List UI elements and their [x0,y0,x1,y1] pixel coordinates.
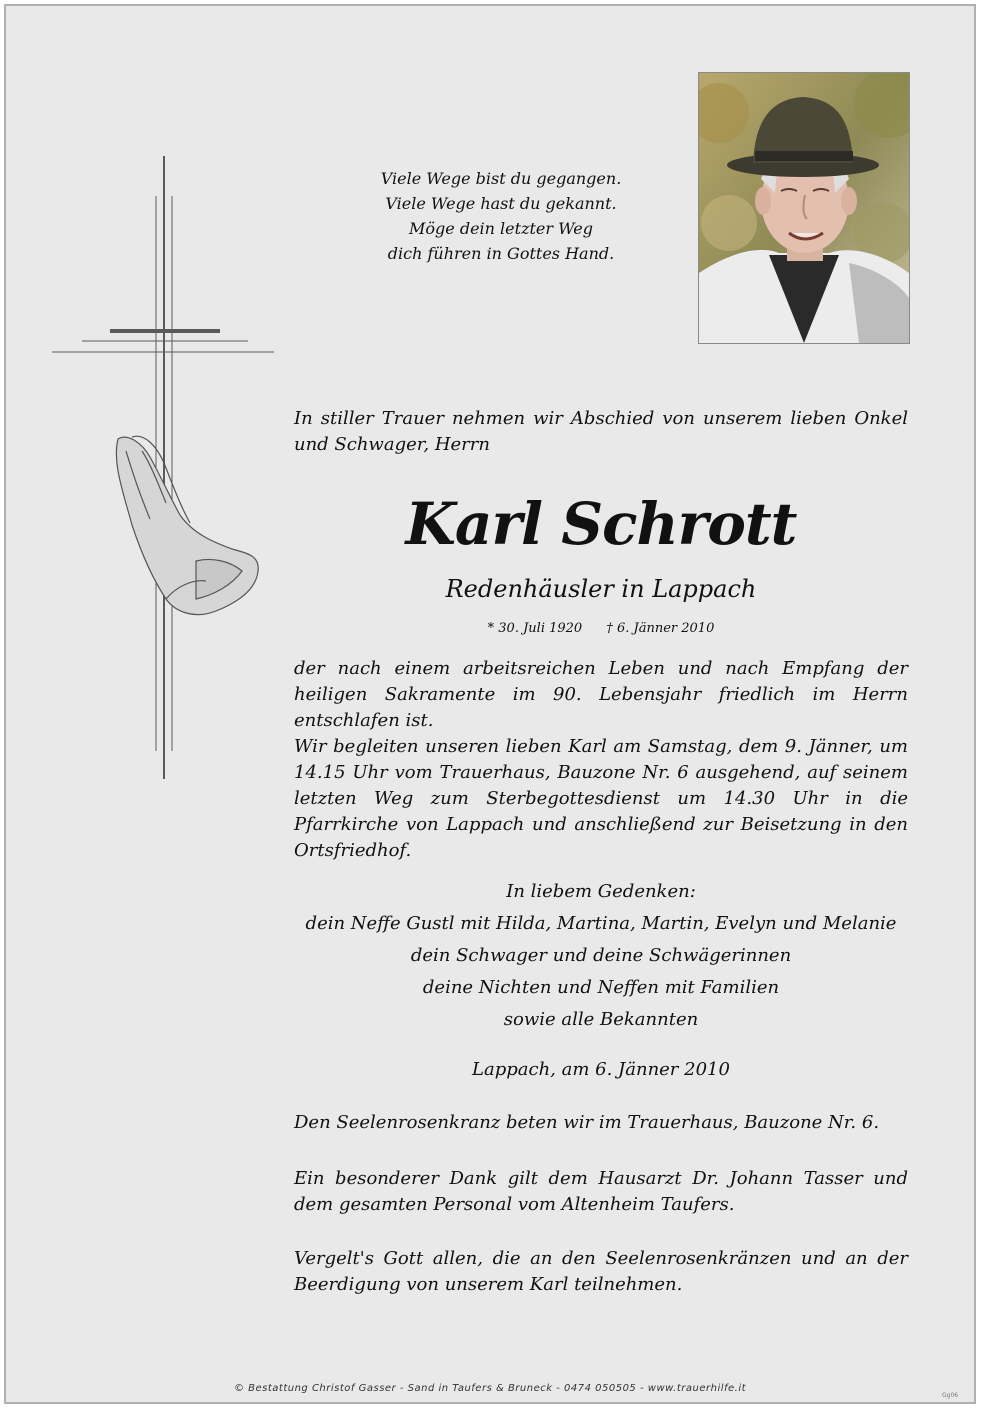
mourner-line: dein Schwager und deine Schwägerinnen [410,945,792,966]
footer-credit: © Bestattung Christof Gasser - Sand in Taufers & Bruneck - 0474 050505 - www.trauerhilfe.it [233,1383,747,1394]
portrait-photo [698,72,910,344]
rosary-text: Den Seelenrosenkranz beten wir im Trauerhaus, Bauzone Nr. 6. [294,1112,880,1133]
poem-line: Viele Wege bist du gegangen. [380,169,622,188]
deceased-name: Karl Schrott [405,490,797,558]
death-date: † 6. Jänner 2010 [606,621,715,636]
cross-icon [46,151,276,786]
life-dates [294,619,908,639]
mourners-heading: In liebem Gedenken: [506,881,696,902]
intro-text: In stiller Trauer nehmen wir Abschied von unserem lieben Onkel und Schwager, Herrn [294,408,908,455]
obituary-card [4,4,976,1404]
poem [346,166,656,266]
gratitude-text: Vergelt's Gott allen, die an den Seelenrosenkränzen und an der Beerdigung von unserem Karl teilnehmen. [294,1248,908,1295]
poem-line: dich führen in Gottes Hand. [387,244,615,263]
birth-date: * 30. Juli 1920 [487,621,583,636]
poem-line: Möge dein letzter Weg [409,219,593,238]
praying-hands-icon [116,436,258,614]
mourner-line: dein Neffe Gustl mit Hilda, Martina, Martin, Evelyn und Melanie [305,913,897,934]
funeral-text: Wir begleiten unseren lieben Karl am Samstag, dem 9. Jänner, um 14.15 Uhr vom Trauerhaus, Bauzone Nr. 6 ausgehend, auf seinem letzten Weg zum Sterbegottesdienst um 14.30 Uhr in die Pfarrkirche von Lappach und anschließend zur Beisetzung in den Ortsfriedhof. [294,736,908,861]
poem-line: Viele Wege hast du gekannt. [385,194,617,213]
code-mark: Gg06 [942,1392,959,1399]
portrait-image [699,73,909,343]
cross-decoration [46,151,276,786]
death-text: der nach einem arbeitsreichen Leben und nach Empfang der heiligen Sakramente im 90. Lebensjahr friedlich im Herrn entschlafen ist. [294,658,908,731]
thanks-text: Ein besonderer Dank gilt dem Hausarzt Dr. Johann Tasser und dem gesamten Personal vom Altenheim Taufers. [294,1168,908,1215]
mourner-line: deine Nichten und Neffen mit Familien [422,977,780,998]
mourners-list [294,876,908,1036]
mourner-line: sowie alle Bekannten [503,1009,699,1030]
place-date: Lappach, am 6. Jänner 2010 [472,1059,730,1080]
deceased-subtitle: Redenhäusler in Lappach [445,575,757,603]
